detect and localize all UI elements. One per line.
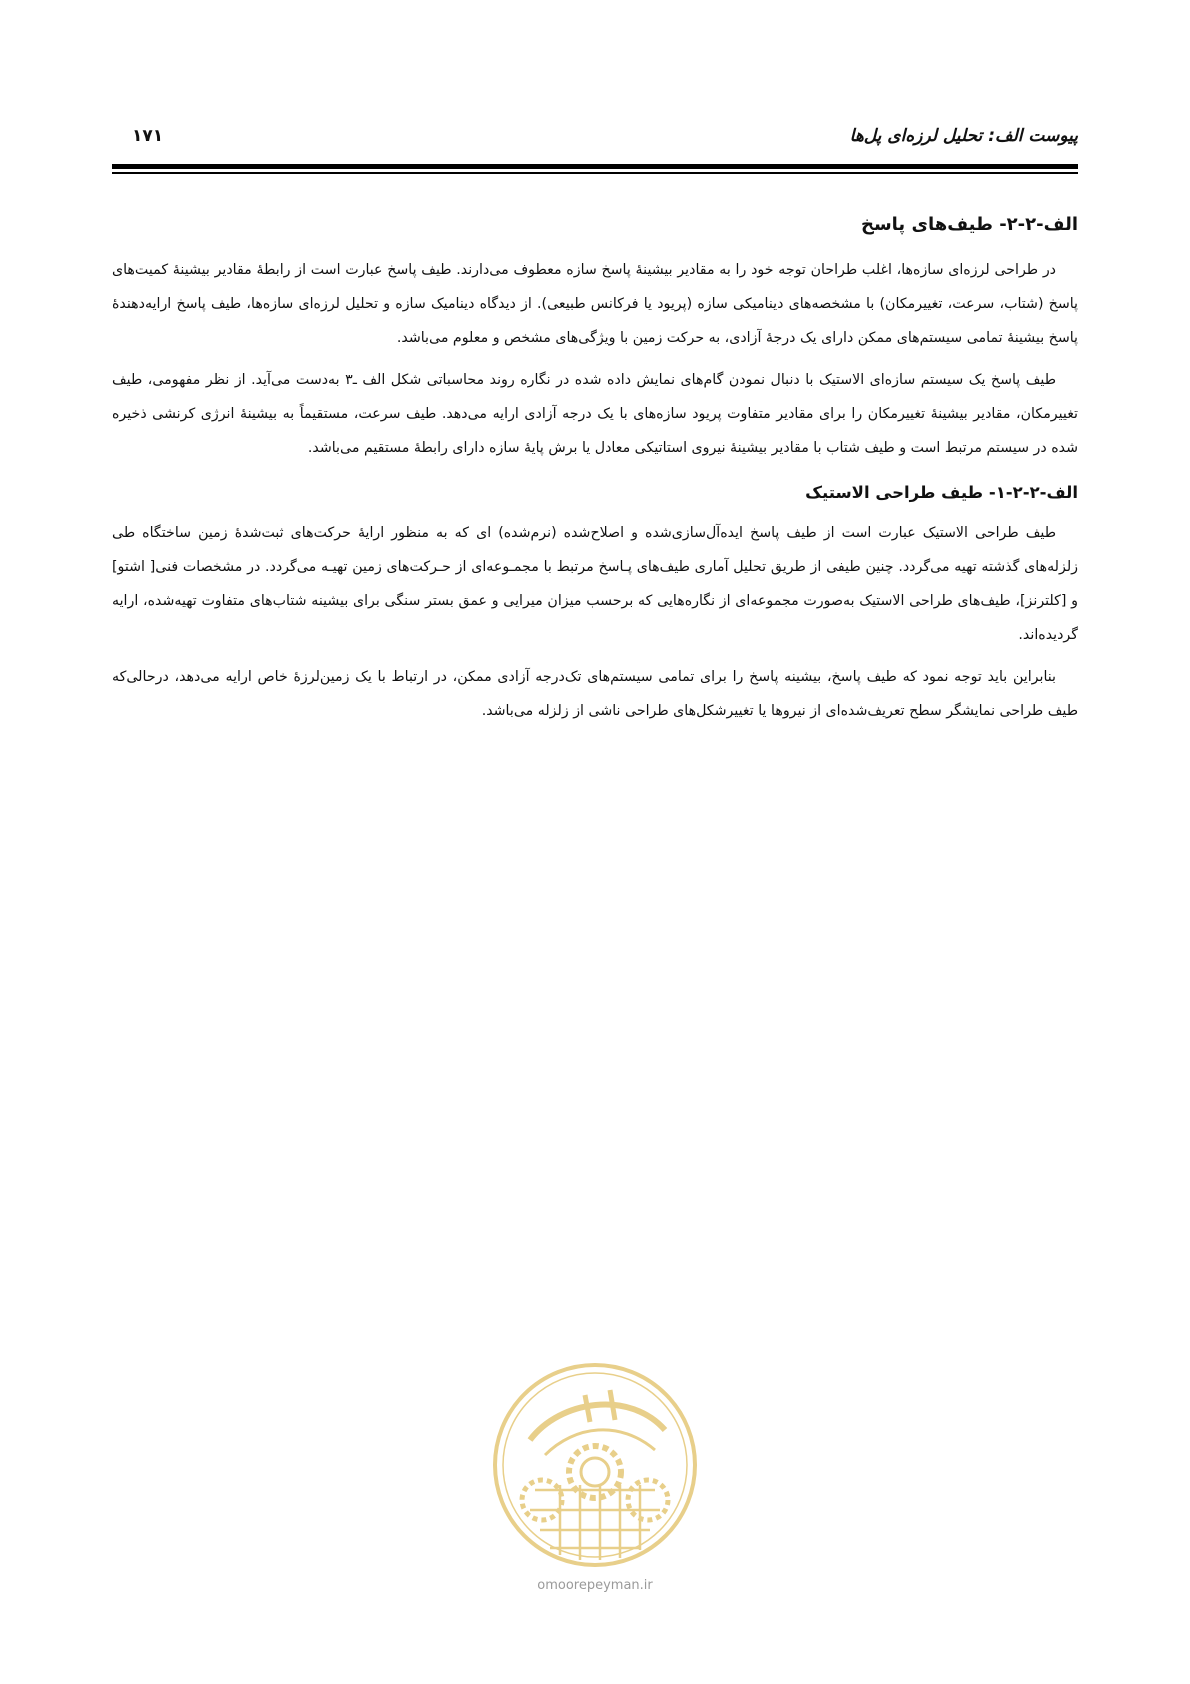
omoore-peyman-logo-icon bbox=[490, 1360, 700, 1570]
subsection-heading: الف-۲-۲-۱- طیف طراحی الاستیک bbox=[805, 483, 1078, 502]
section-heading: الف-۲-۲- طیف‌های پاسخ bbox=[861, 214, 1078, 235]
page-header bbox=[112, 126, 1078, 156]
header-title: پیوست الف: تحلیل لرزه‌ای پل‌ها bbox=[849, 126, 1078, 146]
paragraph: در طراحی لرزه‌ای سازه‌ها، اغلب طراحان توجه خود را به مقادیر بیشینۀ پاسخ سازه معطوف می‌دارند. طیف پاسخ عبارت است از رابطۀ مقادیر بیشینۀ کمیت‌های پاسخ (شتاب، سرعت، تغییرمکان) با مشخصه‌های دینامیکی سازه (پریود یا فرکانس طبیعی). از دیدگاه دینامیک سازه و تحلیل لرزه‌ای سازه‌ها، طیف پاسخ ارایه‌دهندۀ پاسخ بیشینۀ تمامی سیستم‌های ممکن دارای یک درجۀ آزادی، به حرکت زمین با ویژگی‌های مشخص و معلوم می‌باشد. bbox=[112, 262, 1078, 346]
paragraph: طیف طراحی الاستیک عبارت است از طیف پاسخ ایده‌آل‌سازی‌شده و اصلاح‌شده (نرم‌شده) ای که به منظور ارایۀ حرکت‌های ثبت‌شدۀ زمین ساختگاه طی زلزله‌های گذشته تهیه می‌گردد. چنین طیفی از طریق تحلیل آماری طیف‌های پـاسخ مرتبط با مجمـوعه‌ای از حـرکت‌های زمین تهیـه می‌گردد. در مشخصات فنی[ اشتو] و [کلترنز]، طیف‌های طراحی الاستیک به‌صورت مجموعه‌ای از نگاره‌هایی که برحسب میزان میرایی و عمق بستر سنگی برای بیشینه شتاب‌های متفاوت تهیه‌شده، ارایه گردیده‌اند. bbox=[112, 525, 1078, 643]
page-number: ۱۷۱ bbox=[132, 126, 164, 146]
header-rule-thick bbox=[112, 164, 1078, 169]
paragraph: طیف پاسخ یک سیستم سازه‌ای الاستیک با دنبال نمودن گام‌های نمایش داده شده در نگاره روند محاسباتی شکل الف ـ۳ به‌دست می‌آید. از نظر مفهومی، طیف تغییرمکان، مقادیر بیشینۀ تغییرمکان را برای مقادیر متفاوت پریود سازه‌های با یک درجه آزادی ارایه می‌دهد. طیف سرعت، مستقیماً به بیشینۀ انرژی کرنشی ذخیره شده در سیستم مرتبط است و طیف شتاب با مقادیر بیشینۀ نیروی استاتیکی معادل یا برش پایۀ سازه دارای رابطۀ مستقیم می‌باشد. bbox=[112, 372, 1078, 456]
paragraph: بنابراین باید توجه نمود که طیف پاسخ، بیشینه پاسخ را برای تمامی سیستم‌های تک‌درجه آزادی ممکن، در ارتباط با یک زمین‌لرزۀ خاص ارایه می‌دهد، درحالی‌که طیف طراحی نمایشگر سطح تعریف‌شده‌ای از نیروها یا تغییرشکل‌های طراحی ناشی از زلزله می‌باشد. bbox=[112, 669, 1078, 719]
website-url: omoorepeyman.ir bbox=[537, 1578, 653, 1593]
header-rule-thin bbox=[112, 172, 1078, 174]
page-content bbox=[112, 214, 1078, 736]
